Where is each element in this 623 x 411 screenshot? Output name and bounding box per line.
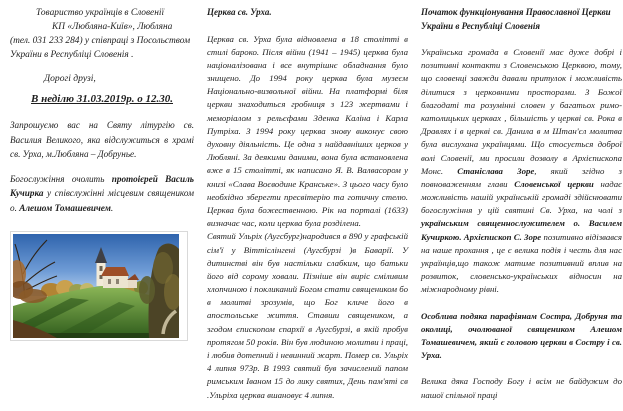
church-photo-frame bbox=[10, 231, 188, 341]
saint-ulrich-paragraph: Святий Ульріх (Аугсбург)народився в 890 у графській сім'ї у Віттіслінгені (Аугсбурзі )в Баварії. У дитинстві він був настільки слабким, що батьки його від сорому ховали. Пізніше він виріс сміливим хлопчиною і покликаний Богом стати священиком бо в молитві зрозумів, що Бог кличе його в апостольське життя. Ставши священиком, а згодом єпископом єпархії в Аугсбурзі, в якій пробув протягом 50 років. Він був людиною молитви і праці, і любив дотепний і невинний жарт. Помер св. Ульріх 4 липня 973р. В 1993 святий був зачислений папом римським Іваном 15 до лику святих, День пам'яті св .Ульріха церква вшановує 4 липня. bbox=[207, 231, 408, 400]
event-date-line: В неділю 31.03.2019р. о 12.30. bbox=[31, 93, 173, 106]
local-priest-name-bold: Алешом Томашевичем bbox=[19, 202, 111, 213]
community-text-2: , який згідно з повноваженням глави bbox=[421, 165, 622, 189]
right-column bbox=[421, 6, 622, 411]
community-text-5: позитивно відізвався на наше прохання , це є велика подія і честь для нас українців,що також матиме позитивний вплив на розвиток, словенсько-українських відносин на міжнародному рівні. bbox=[421, 231, 622, 295]
orthodox-church-heading: Початок функціонування Православної Церкви України в Республіці Словенія bbox=[421, 7, 611, 31]
community-paragraph bbox=[421, 46, 622, 297]
community-text-1: Українська громада в Словенії має дуже добрі і позитивні контакти з Словенською Церквою, тому, що словенці завжди давали притулок і можливість ділитися з церковними просторами. З Божої благодаті та розумінні словен у багатьох римо-католицьких церквах , більшість у церкві св. Рока в Дравлях і в церкві св. Данила в м Штан'єл молитва була вислухана українцями. Що стосується доброї волі Словенії, ми просили дозволу в Архієпископа Монс. bbox=[421, 47, 622, 176]
celebrant-paragraph bbox=[10, 172, 194, 215]
church-on-hill-photo bbox=[13, 234, 179, 338]
greeting-text: Дорогі друзі, bbox=[44, 73, 96, 85]
left-column bbox=[10, 6, 194, 411]
org-subname-line: КП «Любляна-Київ», Любляна bbox=[52, 22, 173, 33]
invitation-paragraph: Запрошуємо вас на Святу літургію св. Василия Великого, яка відслужиться в храмі св. Урха, м.Любляна – Добрунье. bbox=[10, 120, 194, 159]
celebrant-text-3: . bbox=[110, 202, 114, 213]
church-history-paragraph: Церква св. Урха була відновлена в 18 столітті в стилі бароко. Після війни (1941 – 1945) церква була націоналізована і все внутрішнє обладнання було знищено. До 1994 року церква була музеєм Національно-визвольної війни. На платформі біля церкви знаходиться гробниця з 123 жертвами і меморіалом з рельєфами Зденка Каліна і Карла Путріха. З 1994 року церква знову виконує свою духовну діяльність. Це одна з найдавніших церков у Любляні. За деякими даними, вона була встановлена вже в 15 столітті, як написано Я. В. Валвасором у книзі «Слава Воєводине Кранське». З цього часу було необхідно зберегти пресвітерію та готичну стелю. Церква була божественною. Рік на порталі (1633) визначає час, коли церква була розділена. bbox=[207, 33, 408, 229]
community-text-3: надає можливість нашій українській громаді здійснювати богослужіння у цій святині Св. Урха, на чолі з bbox=[421, 178, 622, 216]
archbishop-zore-bold: Архієпископ С. Зоре bbox=[463, 231, 542, 242]
church-section-heading: Церква св. Урха. bbox=[207, 7, 272, 17]
org-name-line: Товариство українців в Словенії bbox=[36, 8, 165, 18]
org-contact-line: (тел. 031 233 284) у співпраці з Посольством України в Республіці Словенія . bbox=[10, 36, 191, 61]
middle-column bbox=[207, 6, 408, 411]
priest-kuchyrka-bold: українським священнослужителем о. Василем Кучиркою. bbox=[421, 218, 622, 242]
church-nave bbox=[103, 276, 128, 288]
thanks-parishioners-paragraph: Особлива подяка парафіянам Состра, Добруня та околиці, очолюваної священиком Алешом Томашевичем, який є головою церкви в Состру і св. Урха. bbox=[421, 310, 622, 361]
celebrant-text-2: у співслужінні місцевим священиком о. bbox=[10, 188, 194, 213]
celebrant-text-1: Богослужіння очолить bbox=[10, 174, 112, 185]
celebrant-name-bold: протоієрей Василь Кучирка bbox=[10, 174, 195, 199]
slovenian-church-bold: Словенської церкви bbox=[514, 178, 594, 189]
archbishop-name-bold: Станіслава Зоре bbox=[457, 165, 535, 176]
thanks-god-paragraph: Велика дяка Господу Богу і всім не байдужим до нашої спільної праці bbox=[421, 376, 622, 400]
church-annex bbox=[128, 280, 137, 288]
